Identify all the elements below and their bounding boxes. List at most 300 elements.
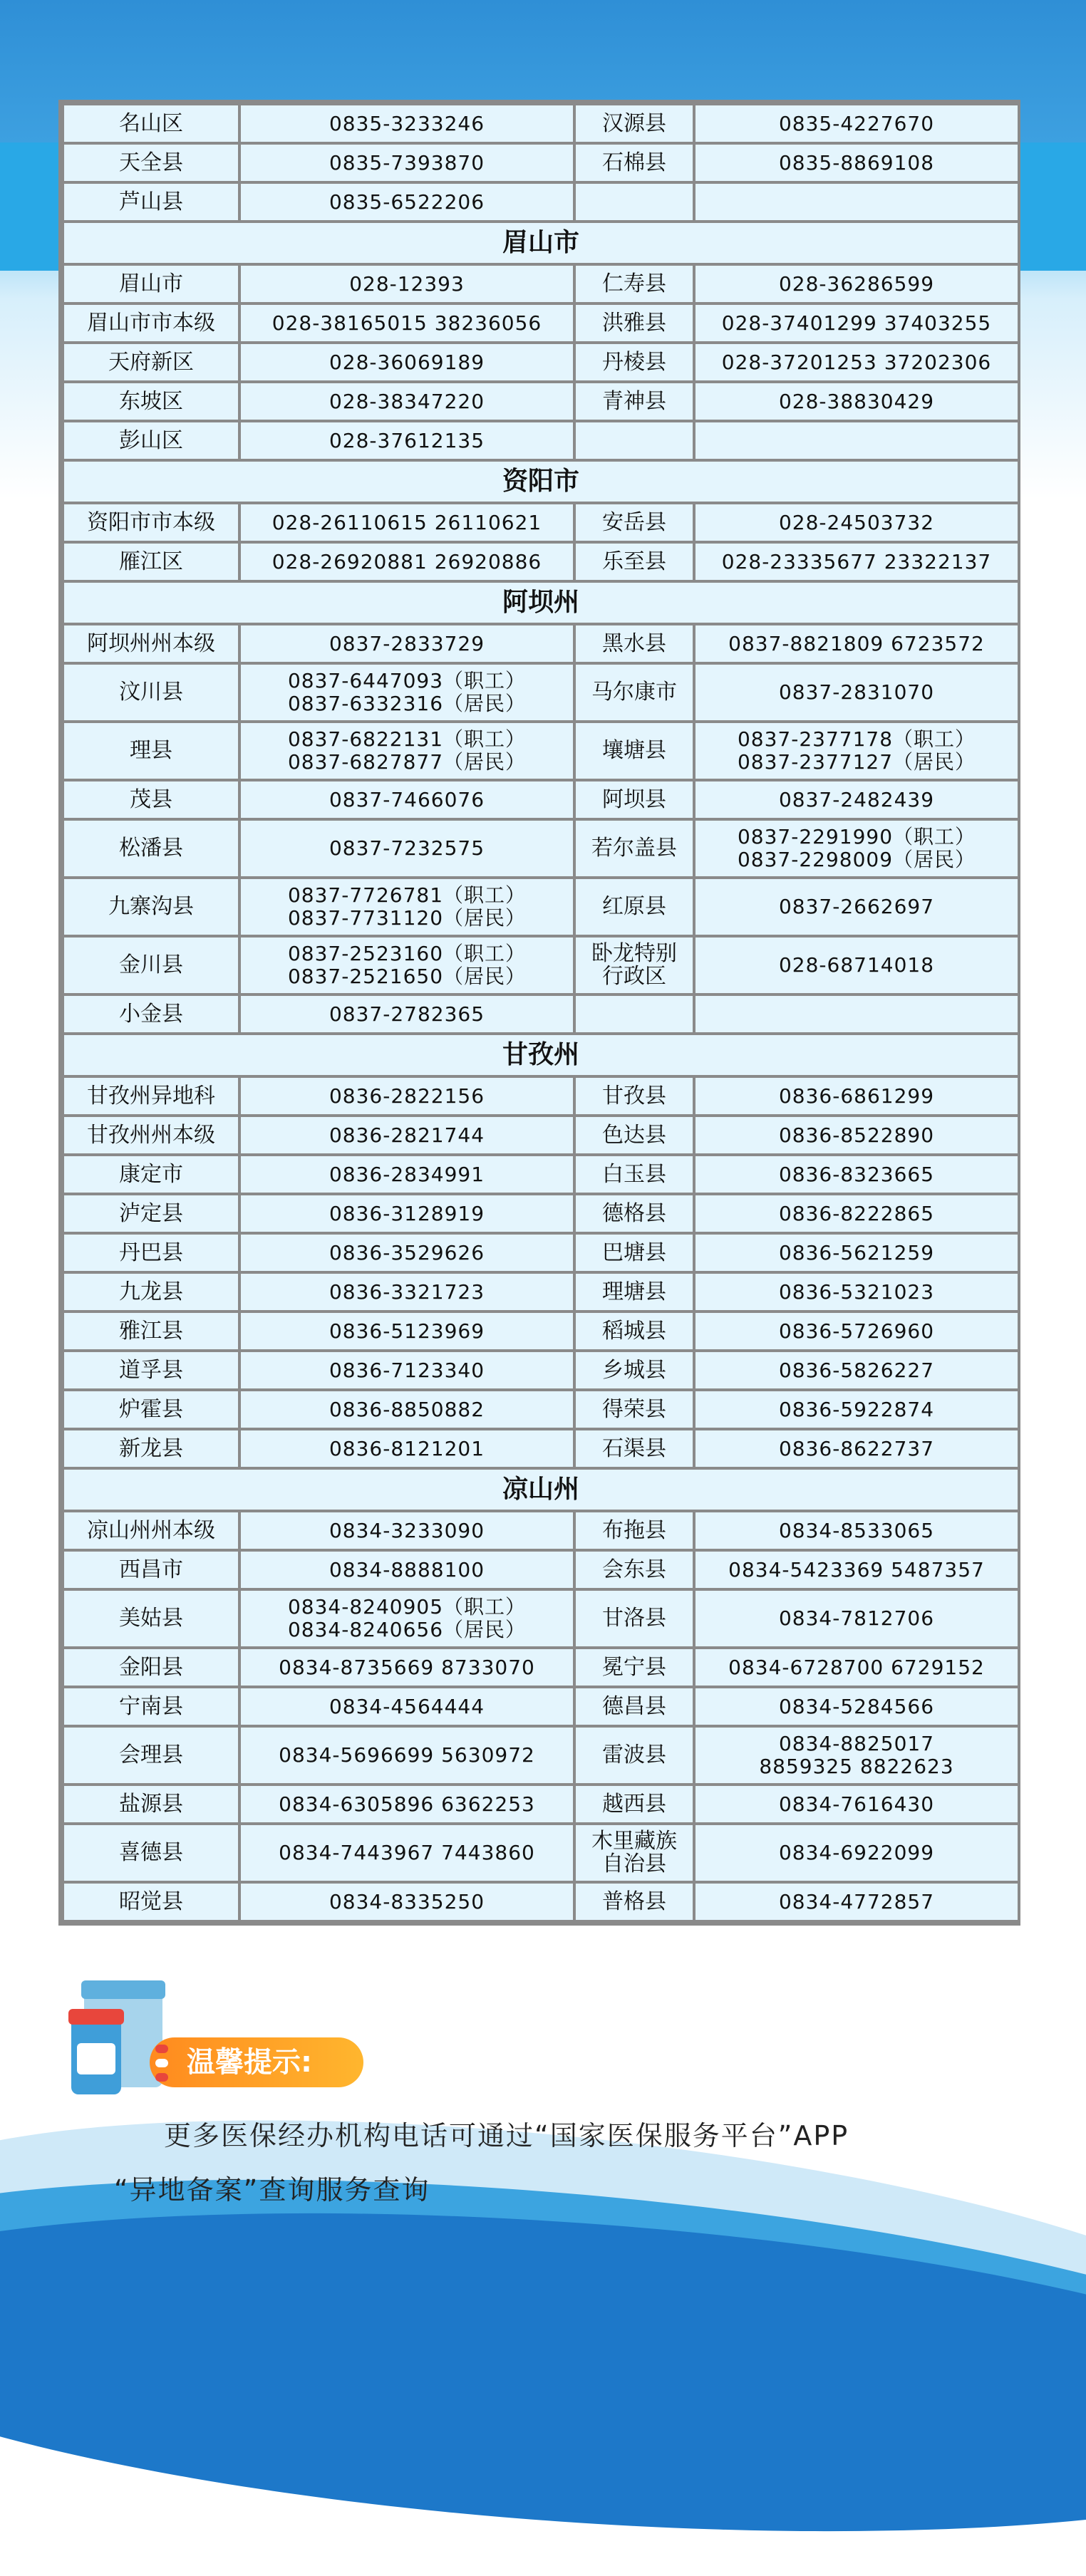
section-header-row xyxy=(63,222,1019,264)
phone-cell xyxy=(694,1589,1019,1648)
district-name-cell xyxy=(574,1351,694,1390)
phone-cell xyxy=(239,1589,574,1648)
phone-number: 0837-2662697 xyxy=(778,895,935,918)
phone-cell xyxy=(239,1194,574,1233)
table-row xyxy=(63,722,1019,780)
district-name: 茂县 xyxy=(130,786,172,812)
table-row xyxy=(63,994,1019,1034)
district-name-cell xyxy=(63,1076,239,1116)
district-name-cell xyxy=(63,143,239,182)
phone-cell xyxy=(694,104,1019,143)
phone-number: 028-37401299 37403255 xyxy=(721,311,992,335)
phone-cell xyxy=(694,722,1019,780)
district-name-cell xyxy=(574,343,694,382)
phone-cell xyxy=(694,303,1019,343)
phone-cell xyxy=(239,1272,574,1312)
phone-cell xyxy=(239,994,574,1034)
table-row xyxy=(63,1194,1019,1233)
district-name: 行政区 xyxy=(602,964,666,989)
district-name: 东坡区 xyxy=(119,388,183,414)
phone-cell xyxy=(694,1312,1019,1351)
phone-number: 0837-2833729 xyxy=(329,631,485,655)
phone-cell xyxy=(239,1824,574,1882)
district-name: 新龙县 xyxy=(119,1435,183,1461)
district-name: 金阳县 xyxy=(119,1654,183,1680)
district-name-cell xyxy=(574,503,694,542)
table-row xyxy=(63,182,1019,222)
phone-number: 0834-4564444 xyxy=(329,1694,485,1718)
district-name: 乡城县 xyxy=(602,1357,666,1383)
phone-number: 0836-6861299 xyxy=(778,1084,935,1108)
phone-number: 0837-6822131（职工） xyxy=(287,727,527,751)
phone-number: 0836-8121201 xyxy=(329,1436,485,1460)
phone-number: 028-36286599 xyxy=(778,271,935,296)
district-name: 青神县 xyxy=(602,388,666,414)
phone-cell xyxy=(694,819,1019,878)
district-name: 金川县 xyxy=(119,952,183,977)
phone-number: 0835-7393870 xyxy=(329,150,485,175)
phone-number: 028-24503732 xyxy=(778,510,935,534)
phone-cell xyxy=(239,343,574,382)
district-name-cell xyxy=(63,1882,239,1921)
phone-cell xyxy=(239,1429,574,1468)
district-name: 资阳市市本级 xyxy=(87,509,215,535)
phone-cell xyxy=(239,1550,574,1589)
tip-line-1: 更多医保经办机构电话可通过“国家医保服务平台”APP xyxy=(164,2120,849,2151)
phone-cell xyxy=(694,143,1019,182)
district-name: 理塘县 xyxy=(602,1279,666,1304)
phone-number: 0834-8825017 xyxy=(778,1732,935,1755)
district-name: 黑水县 xyxy=(602,630,666,656)
district-name-cell xyxy=(574,1687,694,1726)
phone-number: 0834-7812706 xyxy=(778,1606,935,1630)
district-name: 石棉县 xyxy=(602,150,666,175)
phone-number: 0837-2377127（居民） xyxy=(737,750,976,774)
phone-cell xyxy=(694,1785,1019,1824)
phone-number: 0836-7123340 xyxy=(329,1358,485,1382)
district-name-cell xyxy=(63,1194,239,1233)
district-name-cell xyxy=(63,1726,239,1785)
phone-number: 028-12393 xyxy=(349,271,465,296)
table-row xyxy=(63,1076,1019,1116)
district-name: 安岳县 xyxy=(602,509,666,535)
phone-cell xyxy=(694,936,1019,994)
phone-cell xyxy=(239,421,574,460)
phone-cell xyxy=(239,663,574,722)
phone-number: 0837-2482439 xyxy=(778,787,935,811)
phone-number: 0836-2834991 xyxy=(329,1162,485,1186)
phone-cell xyxy=(694,542,1019,581)
phone-number: 0837-2782365 xyxy=(329,1002,485,1026)
district-name-cell xyxy=(63,819,239,878)
table-row xyxy=(63,1824,1019,1882)
district-name: 德格县 xyxy=(602,1200,666,1226)
phone-number: 0837-7232575 xyxy=(329,836,485,860)
district-name-cell xyxy=(574,1589,694,1648)
district-name-cell xyxy=(574,1511,694,1550)
district-name: 马尔康市 xyxy=(591,680,677,705)
phone-cell xyxy=(694,1648,1019,1687)
phone-number: 0837-2521650（居民） xyxy=(287,965,527,988)
phone-number: 0836-8850882 xyxy=(329,1397,485,1421)
district-name-cell xyxy=(63,1351,239,1390)
phone-number: 028-68714018 xyxy=(778,953,935,977)
district-name: 康定市 xyxy=(119,1161,183,1187)
table-row xyxy=(63,1882,1019,1921)
section-header-row xyxy=(63,1468,1019,1511)
district-name-cell xyxy=(63,1589,239,1648)
district-name: 布拖县 xyxy=(602,1517,666,1543)
phone-cell xyxy=(694,382,1019,421)
phone-cell xyxy=(694,1824,1019,1882)
district-name: 自治县 xyxy=(602,1852,666,1876)
district-name: 美姑县 xyxy=(119,1606,183,1631)
section-header-row xyxy=(63,460,1019,503)
district-name-cell xyxy=(574,936,694,994)
district-name: 眉山市 xyxy=(119,271,183,296)
district-name: 西昌市 xyxy=(119,1557,183,1582)
phone-cell xyxy=(694,1076,1019,1116)
phone-number: 0837-7726781（职工） xyxy=(287,883,527,907)
phone-cell xyxy=(694,1194,1019,1233)
district-name: 天全县 xyxy=(119,150,183,175)
phone-number: 0837-2377178（职工） xyxy=(737,727,976,751)
district-name: 甘孜县 xyxy=(602,1083,666,1108)
phone-number: 0834-5696699 5630972 xyxy=(279,1743,535,1767)
phone-number: 028-23335677 23322137 xyxy=(721,549,992,573)
district-name-cell xyxy=(574,1312,694,1351)
district-name: 昭觉县 xyxy=(119,1889,183,1914)
district-name: 甘洛县 xyxy=(602,1606,666,1631)
district-name: 阿坝县 xyxy=(602,786,666,812)
phone-cell xyxy=(694,878,1019,936)
phone-cell xyxy=(239,624,574,663)
district-name: 丹巴县 xyxy=(119,1240,183,1265)
phone-cell xyxy=(694,1511,1019,1550)
phone-cell xyxy=(239,1726,574,1785)
table-row xyxy=(63,1155,1019,1194)
phone-number: 0836-5123969 xyxy=(329,1319,485,1343)
table-row xyxy=(63,936,1019,994)
phone-cell xyxy=(694,421,1019,460)
section-title: 甘孜州 xyxy=(63,1034,1019,1076)
phone-cell xyxy=(694,1726,1019,1785)
phone-cell xyxy=(694,1272,1019,1312)
section-title: 凉山州 xyxy=(63,1468,1019,1511)
phone-cell xyxy=(694,1155,1019,1194)
phone-cell xyxy=(239,1312,574,1351)
district-name: 普格县 xyxy=(602,1889,666,1914)
district-name: 雷波县 xyxy=(602,1743,666,1767)
tip-line-2: “异地备案”查询服务查询 xyxy=(114,2174,430,2206)
section-title: 阿坝州 xyxy=(63,581,1019,624)
district-name-cell xyxy=(574,1648,694,1687)
district-name: 乐至县 xyxy=(602,549,666,574)
district-name-cell xyxy=(574,663,694,722)
district-name-cell xyxy=(63,1511,239,1550)
phone-cell xyxy=(239,104,574,143)
phone-cell xyxy=(694,1233,1019,1272)
phone-number: 0834-5423369 5487357 xyxy=(728,1557,985,1582)
phone-number: 0836-3529626 xyxy=(329,1240,485,1264)
tip-badge xyxy=(150,2037,363,2087)
district-name-cell xyxy=(574,382,694,421)
phone-number: 0834-8335250 xyxy=(329,1889,485,1913)
district-name: 汉源县 xyxy=(602,110,666,136)
district-name: 得荣县 xyxy=(602,1396,666,1422)
district-name-cell xyxy=(574,264,694,303)
phone-number: 0836-5621259 xyxy=(778,1240,935,1264)
phone-cell xyxy=(694,182,1019,222)
district-name-cell xyxy=(574,182,694,222)
phone-number: 0834-6728700 6729152 xyxy=(728,1655,985,1679)
district-name-cell xyxy=(63,542,239,581)
district-name: 红原县 xyxy=(602,894,666,919)
phone-cell xyxy=(239,1785,574,1824)
phone-number: 0834-6922099 xyxy=(778,1841,935,1864)
phone-number: 0837-8821809 6723572 xyxy=(728,631,985,655)
medicine-bottle-cap xyxy=(68,2009,124,2025)
district-name: 宁南县 xyxy=(119,1693,183,1719)
table-row xyxy=(63,542,1019,581)
phone-number: 0836-2821744 xyxy=(329,1123,485,1147)
phone-number: 0837-6827877（居民） xyxy=(287,750,527,774)
table-row xyxy=(63,503,1019,542)
phone-cell xyxy=(239,503,574,542)
district-name: 喜德县 xyxy=(119,1840,183,1865)
phone-number: 0837-2291990（职工） xyxy=(737,825,976,848)
phone-number: 0835-3233246 xyxy=(329,111,485,135)
phone-number: 0835-4227670 xyxy=(778,111,935,135)
district-name: 壤塘县 xyxy=(602,738,666,763)
phone-cell xyxy=(694,1390,1019,1429)
phone-number: 028-38830429 xyxy=(778,389,935,413)
district-name: 会理县 xyxy=(119,1743,183,1767)
district-name: 盐源县 xyxy=(119,1791,183,1817)
district-name: 德昌县 xyxy=(602,1693,666,1719)
phone-number: 0836-5922874 xyxy=(778,1397,935,1421)
phone-cell xyxy=(239,1687,574,1726)
phone-number: 0834-5284566 xyxy=(778,1694,935,1718)
district-name-cell xyxy=(63,663,239,722)
table-row xyxy=(63,1687,1019,1726)
tip-area xyxy=(0,1980,1086,2272)
phone-cell xyxy=(694,1116,1019,1155)
district-name: 若尔盖县 xyxy=(591,836,677,861)
tip-badge-text: 温馨提示: xyxy=(187,2046,312,2079)
district-name-cell xyxy=(574,104,694,143)
section-title: 眉山市 xyxy=(63,222,1019,264)
phone-cell xyxy=(239,819,574,878)
phone-number: 0837-2523160（职工） xyxy=(287,942,527,965)
district-name-cell xyxy=(63,1233,239,1272)
phone-cell xyxy=(694,343,1019,382)
district-name: 越西县 xyxy=(602,1791,666,1817)
table-row xyxy=(63,1390,1019,1429)
phone-number: 028-26920881 26920886 xyxy=(272,549,542,573)
phone-cell xyxy=(239,1390,574,1429)
table-row xyxy=(63,819,1019,878)
district-name-cell xyxy=(574,421,694,460)
district-name-cell xyxy=(63,994,239,1034)
table-row xyxy=(63,1785,1019,1824)
phone-number: 028-26110615 26110621 xyxy=(272,510,542,534)
district-name-cell xyxy=(574,994,694,1034)
table-row xyxy=(63,104,1019,143)
table-row xyxy=(63,1116,1019,1155)
phone-cell xyxy=(239,264,574,303)
phone-cell xyxy=(239,1116,574,1155)
table-row xyxy=(63,143,1019,182)
district-name-cell xyxy=(63,1312,239,1351)
phone-cell xyxy=(694,1882,1019,1921)
district-name: 炉霍县 xyxy=(119,1396,183,1422)
phone-number: 0835-8869108 xyxy=(778,150,935,175)
table-row xyxy=(63,1648,1019,1687)
table-row xyxy=(63,1589,1019,1648)
table-row xyxy=(63,382,1019,421)
phone-number: 0837-6447093（职工） xyxy=(287,669,527,692)
table-row xyxy=(63,780,1019,819)
table-row xyxy=(63,1511,1019,1550)
district-name: 小金县 xyxy=(119,1001,183,1027)
district-name-cell xyxy=(574,1116,694,1155)
district-name: 天府新区 xyxy=(108,349,194,375)
district-name-cell xyxy=(574,1076,694,1116)
phone-number: 0834-8888100 xyxy=(329,1557,485,1582)
phone-number: 0834-7616430 xyxy=(778,1792,935,1816)
table-row xyxy=(63,1312,1019,1351)
district-name-cell xyxy=(574,542,694,581)
section-header-row xyxy=(63,581,1019,624)
district-name-cell xyxy=(574,1390,694,1429)
district-name: 雅江县 xyxy=(119,1318,183,1344)
district-name: 雁江区 xyxy=(119,549,183,574)
district-name: 甘孜州州本级 xyxy=(87,1122,215,1148)
phone-cell xyxy=(239,1233,574,1272)
district-name: 白玉县 xyxy=(602,1161,666,1187)
table-row xyxy=(63,1233,1019,1272)
district-name-cell xyxy=(63,1272,239,1312)
table-row xyxy=(63,624,1019,663)
district-name-cell xyxy=(574,1272,694,1312)
phone-number: 028-37612135 xyxy=(329,428,485,452)
district-name-cell xyxy=(574,624,694,663)
phone-number: 0834-7443967 7443860 xyxy=(279,1841,535,1864)
district-name-cell xyxy=(63,1155,239,1194)
district-name: 甘孜州异地科 xyxy=(87,1083,215,1108)
phone-number: 0837-2831070 xyxy=(778,680,935,704)
district-name: 芦山县 xyxy=(119,189,183,214)
phone-number: 0837-2298009（居民） xyxy=(737,848,976,871)
phone-cell xyxy=(239,936,574,994)
table-row xyxy=(63,303,1019,343)
district-name-cell xyxy=(63,343,239,382)
phone-cell xyxy=(694,663,1019,722)
table-row xyxy=(63,1550,1019,1589)
phone-cell xyxy=(694,780,1019,819)
district-name-cell xyxy=(63,382,239,421)
phone-cell xyxy=(694,264,1019,303)
phone-cell xyxy=(694,994,1019,1034)
phone-number: 0836-5321023 xyxy=(778,1279,935,1304)
phone-cell xyxy=(239,182,574,222)
district-name-cell xyxy=(574,1429,694,1468)
district-name-cell xyxy=(574,1233,694,1272)
district-name-cell xyxy=(63,878,239,936)
phone-cell xyxy=(239,1882,574,1921)
district-name: 会东县 xyxy=(602,1557,666,1582)
district-name-cell xyxy=(63,936,239,994)
table-row xyxy=(63,878,1019,936)
phone-number: 028-36069189 xyxy=(329,350,485,374)
district-name-cell xyxy=(63,1824,239,1882)
district-name: 稻城县 xyxy=(602,1318,666,1344)
table-row xyxy=(63,264,1019,303)
phone-cell xyxy=(239,1648,574,1687)
phone-number: 0834-8735669 8733070 xyxy=(279,1655,535,1679)
district-name: 理县 xyxy=(130,738,172,763)
district-name-cell xyxy=(63,264,239,303)
district-name-cell xyxy=(574,1194,694,1233)
phone-cell xyxy=(239,722,574,780)
district-name: 卧龙特别 xyxy=(591,941,677,966)
district-name-cell xyxy=(574,878,694,936)
phone-number: 0834-4772857 xyxy=(778,1889,935,1913)
phone-number: 0837-7731120（居民） xyxy=(287,906,527,930)
district-name-cell xyxy=(574,1155,694,1194)
phone-number: 0836-8622737 xyxy=(778,1436,935,1460)
phone-number: 0836-8222865 xyxy=(778,1201,935,1225)
district-name-cell xyxy=(63,722,239,780)
phone-cell xyxy=(239,1511,574,1550)
district-name: 冕宁县 xyxy=(602,1654,666,1680)
phone-number: 8859325 8822623 xyxy=(759,1755,954,1778)
phone-cell xyxy=(694,1687,1019,1726)
district-name-cell xyxy=(63,104,239,143)
district-name-cell xyxy=(63,1116,239,1155)
district-name-cell xyxy=(63,182,239,222)
district-name-cell xyxy=(574,1550,694,1589)
district-name: 色达县 xyxy=(602,1122,666,1148)
district-name: 阿坝州州本级 xyxy=(87,630,215,656)
phone-number: 028-38165015 38236056 xyxy=(272,311,542,335)
district-name: 道孚县 xyxy=(119,1357,183,1383)
district-name-cell xyxy=(574,819,694,878)
table-row xyxy=(63,421,1019,460)
medicine-bottle-label xyxy=(77,2043,115,2074)
phone-cell xyxy=(239,878,574,936)
district-name: 巴塘县 xyxy=(602,1240,666,1265)
table-row xyxy=(63,1272,1019,1312)
table-row xyxy=(63,663,1019,722)
district-name: 仁寿县 xyxy=(602,271,666,296)
phone-number: 0836-5826227 xyxy=(778,1358,935,1382)
district-name: 洪雅县 xyxy=(602,310,666,336)
phone-cell xyxy=(694,1351,1019,1390)
phone-cell xyxy=(239,1155,574,1194)
phone-number: 0834-8240905（职工） xyxy=(287,1595,527,1619)
district-name-cell xyxy=(63,624,239,663)
contact-table xyxy=(58,100,1020,1926)
phone-number: 0836-3321723 xyxy=(329,1279,485,1304)
phone-cell xyxy=(239,143,574,182)
district-name: 石渠县 xyxy=(602,1435,666,1461)
district-name: 泸定县 xyxy=(119,1200,183,1226)
district-name: 九龙县 xyxy=(119,1279,183,1304)
contact-table-grid xyxy=(61,103,1020,1923)
section-header-row xyxy=(63,1034,1019,1076)
